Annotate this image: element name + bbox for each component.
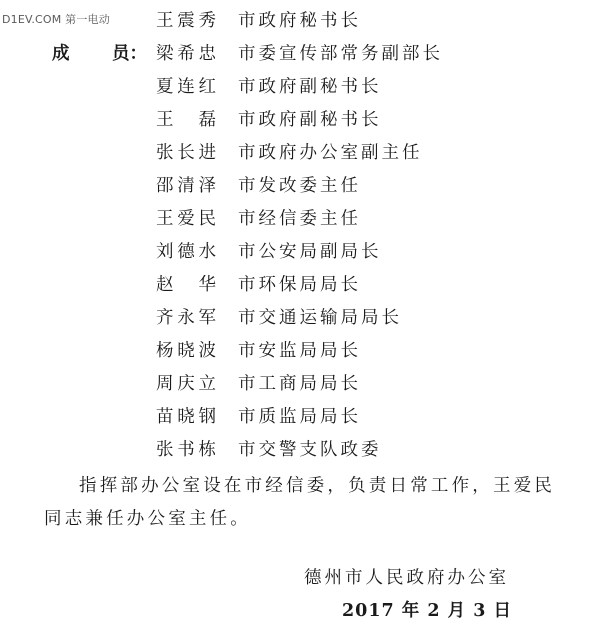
member-name-char: 钢	[198, 407, 216, 427]
member-name-char: 民	[198, 209, 216, 229]
member-title: 市质监局局长	[238, 407, 361, 427]
member-row	[0, 237, 600, 267]
member-name-char: 爱	[177, 209, 195, 229]
member-name-char: 永	[177, 308, 195, 328]
member-name	[156, 435, 216, 465]
member-row	[0, 6, 600, 36]
member-name-char: 书	[177, 440, 195, 460]
member-name	[156, 39, 216, 69]
member-name-char: 忠	[198, 44, 216, 64]
member-name	[156, 72, 216, 102]
issuer-signature: 德州市人民政府办公室	[304, 568, 509, 588]
member-name-char: 磊	[198, 110, 216, 130]
member-name	[156, 237, 216, 267]
member-name-char: 梁	[156, 44, 174, 64]
issue-date: 2017 年 2 月 3 日	[342, 601, 513, 621]
member-name	[156, 270, 216, 300]
member-name	[156, 138, 216, 168]
member-title: 市交警支队政委	[238, 440, 382, 460]
member-title: 市政府副秘书长	[238, 77, 382, 97]
member-name-char: 齐	[156, 308, 174, 328]
watermark-text: D1EV.COM 第一电动	[2, 13, 110, 26]
member-title: 市政府秘书长	[238, 11, 361, 31]
member-name	[156, 204, 216, 234]
member-name-char: 希	[177, 44, 195, 64]
member-name-char: 清	[177, 176, 195, 196]
member-row	[0, 72, 600, 102]
member-title: 市政府办公室副主任	[238, 143, 423, 163]
member-row	[0, 336, 600, 366]
member-name	[156, 402, 216, 432]
member-name	[156, 336, 216, 366]
member-name-char: 夏	[156, 77, 174, 97]
member-name-char: 邵	[156, 176, 174, 196]
member-title: 市政府副秘书长	[238, 110, 382, 130]
member-title: 市环保局局长	[238, 275, 361, 295]
member-name-char: 栋	[198, 440, 216, 460]
member-name-char: 张	[156, 440, 174, 460]
member-title: 市工商局局长	[238, 374, 361, 394]
member-name-char: 苗	[156, 407, 174, 427]
member-name-char: 震	[177, 11, 195, 31]
member-title: 市发改委主任	[238, 176, 361, 196]
member-row	[0, 270, 600, 300]
member-title: 市经信委主任	[238, 209, 361, 229]
member-row	[0, 402, 600, 432]
member-name-char: 长	[177, 143, 195, 163]
member-name	[156, 105, 216, 135]
member-row	[0, 204, 600, 234]
member-name-char: 张	[156, 143, 174, 163]
member-name-char: 杨	[156, 341, 174, 361]
member-row	[0, 105, 600, 135]
member-title: 市公安局副局长	[238, 242, 382, 262]
member-name	[156, 6, 216, 36]
member-name	[156, 369, 216, 399]
member-row	[0, 303, 600, 333]
member-row	[0, 435, 600, 465]
member-title: 市委宣传部常务副部长	[238, 44, 443, 64]
member-row	[0, 171, 600, 201]
office-paragraph: 指挥部办公室设在市经信委，负责日常工作，王爱民同志兼任办公室主任。	[44, 476, 556, 529]
members-label: 成 员：	[52, 44, 147, 64]
member-name-char: 庆	[177, 374, 195, 394]
member-name-char: 波	[198, 341, 216, 361]
member-name-char: 水	[198, 242, 216, 262]
member-row	[0, 369, 600, 399]
member-row	[0, 39, 600, 69]
member-name-char: 晓	[177, 407, 195, 427]
member-name-char: 连	[177, 77, 195, 97]
member-title: 市安监局局长	[238, 341, 361, 361]
member-name-char: 刘	[156, 242, 174, 262]
member-row	[0, 138, 600, 168]
member-name-char: 进	[198, 143, 216, 163]
member-name-char: 德	[177, 242, 195, 262]
member-name-char: 王	[156, 11, 174, 31]
member-name-char: 立	[198, 374, 216, 394]
member-name-char: 赵	[156, 275, 174, 295]
member-name-char: 王	[156, 209, 174, 229]
member-name-char: 泽	[198, 176, 216, 196]
member-name	[156, 303, 216, 333]
member-name-char: 军	[198, 308, 216, 328]
member-title: 市交通运输局局长	[238, 308, 402, 328]
member-name-char: 王	[156, 110, 174, 130]
member-name-char: 晓	[177, 341, 195, 361]
member-name-char: 华	[198, 275, 216, 295]
member-name	[156, 171, 216, 201]
member-name-char: 红	[198, 77, 216, 97]
member-name-char: 秀	[198, 11, 216, 31]
member-name-char: 周	[156, 374, 174, 394]
